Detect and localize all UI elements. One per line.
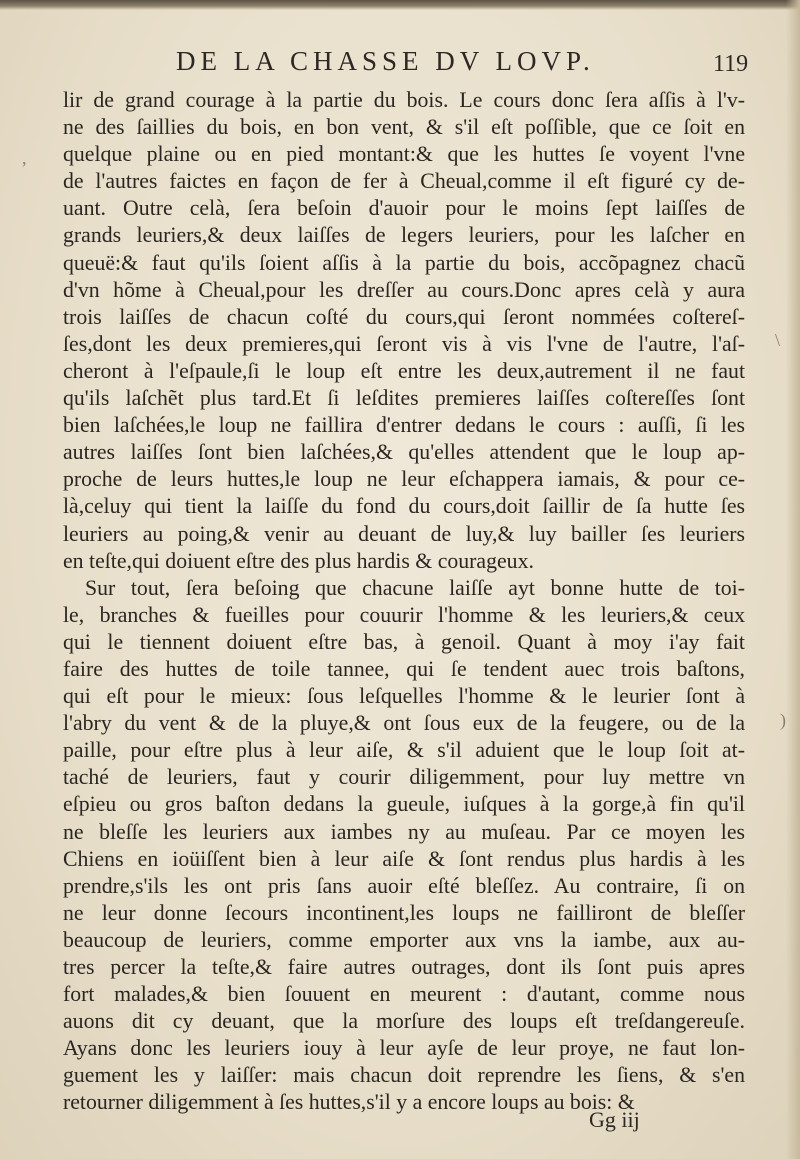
text-line: ne leur donne ſecours incontinent,les loups ne failliront de bleſſer	[63, 900, 745, 925]
page-top-edge	[0, 0, 800, 10]
text-line: bien laſchées,le loup ne faillira d'entrer dedans le cours : auſſi, ſi les	[63, 413, 745, 438]
text-line: eſpieu ou gros baſton dedans la gueule, iuſques à la gorge,à fin qu'il	[63, 792, 745, 817]
text-line: cheront à l'eſpaule,ſi le loup eſt entre les deux,autrement il ne faut	[63, 358, 745, 383]
body-text	[63, 87, 745, 1117]
text-line: taché de leuriers, faut y courir diligemment, pour luy mettre vn	[63, 765, 745, 790]
text-line: faire des huttes de toile tannee, qui ſe tendent auec trois baſtons,	[63, 656, 745, 681]
text-line: qui le tiennent doiuent eſtre bas, à genoil. Quant à moy i'ay fait	[63, 629, 745, 654]
text-line: grands leuriers,& deux laiſſes de legers leuriers, pour les laſcher en	[63, 223, 745, 248]
text-line: retourner diligemment à ſes huttes,s'il y a encore loups au bois: &	[63, 1090, 635, 1115]
text-line: Sur tout, ſera beſoing que chacune laiſſe ayt bonne hutte de toi-	[85, 575, 745, 600]
text-line: proche de leurs huttes,le loup ne leur eſchappera iamais, & pour ce-	[63, 467, 745, 492]
text-line: là,celuy qui tient la laiſſe du fond du cours,doit ſaillir de ſa hutte ſes	[63, 494, 745, 519]
text-line: prendre,s'ils les ont pris ſans auoir eſté bleſſez. Au contraire, ſi on	[63, 873, 745, 898]
text-line: ſes,dont les deux premieres,qui ſeront vis à vis l'vne de l'autre, l'aſ-	[63, 331, 745, 356]
text-line: tres percer la teſte,& faire autres outrages, dont ils ſont puis apres	[63, 955, 745, 979]
margin-tick: ,	[22, 148, 27, 168]
text-line: quelque plaine ou en pied montant:& que les huttes ſe voyent l'vne	[63, 142, 745, 167]
text-line: le, branches & fueilles pour couurir l'homme & les leuriers,& ceux	[63, 602, 745, 627]
text-line: ne bleſſe les leuriers aux iambes ny au muſeau. Par ce moyen les	[63, 819, 745, 844]
text-line: ne des ſaillies du bois, en bon vent, & s'il eſt poſſible, que ce ſoit en	[63, 115, 745, 140]
text-line: trois laiſſes de chacun coſté du cours,qui ſeront nommées coſtereſ-	[63, 304, 745, 329]
page-number: 119	[713, 51, 749, 77]
text-line: guement les y laiſſer: mais chacun doit reprendre les ſiens, & s'en	[63, 1063, 745, 1088]
text-line: lir de grand courage à la partie du bois. Le cours donc ſera aſſis à l'v-	[63, 88, 745, 112]
text-line: queuë:& faut qu'ils ſoient aſſis à la partie du bois, accõpagnez chacũ	[63, 250, 745, 275]
margin-tick: \	[775, 330, 781, 350]
text-line: d'vn hõme à Cheual,pour les dreſſer au cours.Donc apres celà y aura	[63, 277, 745, 302]
running-title: DE LA CHASSE DV LOVP.	[176, 46, 595, 76]
text-line: qui eſt pour le mieux: ſous leſquelles l'homme & le leurier ſont à	[63, 684, 745, 709]
margin-tick: )	[780, 710, 786, 730]
text-line: leuriers au poing,& venir au deuant de luy,& luy bailler ſes leuriers	[63, 521, 745, 546]
text-line: auons dit cy deuant, que la morſure des loups eſt treſdangereuſe.	[63, 1009, 745, 1034]
page-right-edge	[786, 0, 800, 1159]
text-line: fort malades,& bien ſouuent en meurent : d'autant, comme nous	[63, 982, 745, 1007]
text-line: autres laiſſes ſont bien laſchées,& qu'elles attendent que le loup ap-	[63, 440, 745, 465]
text-line: paille, pour eſtre plus à leur aiſe, & s'il aduient que le loup ſoit at-	[63, 738, 745, 763]
text-line: Chiens en ioüiſſent bien à leur aiſe & ſont rendus plus hardis à les	[63, 846, 745, 871]
text-line: l'abry du vent & de la pluye,& ont ſous eux de la feugere, ou de la	[63, 711, 745, 736]
text-line: beaucoup de leuriers, comme emporter aux vns la iambe, aux au-	[63, 927, 745, 952]
text-line: en teſte,qui doiuent eſtre des plus hardis & courageux.	[63, 548, 534, 573]
text-line: qu'ils laſchẽt plus tard.Et ſi leſdites premieres laiſſes coſtereſſes ſont	[63, 386, 745, 411]
signature-mark: Gg iij	[589, 1107, 640, 1132]
text-line: de l'autres faictes en façon de fer à Cheual,comme il eſt figuré cy de-	[63, 169, 745, 194]
text-line: uant. Outre celà, ſera beſoin d'auoir pour le moins ſept laiſſes de	[63, 196, 745, 221]
text-line: Ayans donc les leuriers iouy à leur ayſe de leur proye, ne faut lon-	[63, 1036, 745, 1061]
